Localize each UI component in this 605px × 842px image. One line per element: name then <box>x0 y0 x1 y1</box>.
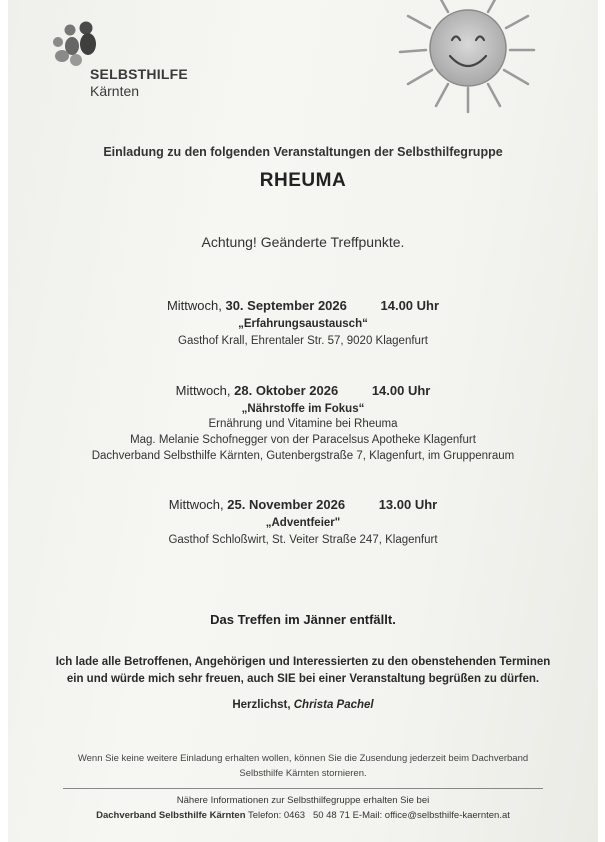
event-speaker: Mag. Melanie Schofnegger von der Paracelsus Apotheke Klagenfurt <box>130 434 476 446</box>
unsubscribe-note <box>8 751 598 781</box>
event-time: 14.00 Uhr <box>380 298 440 313</box>
invitation-intro: Einladung zu den folgenden Veranstaltungen der Selbsthilfegruppe <box>103 145 503 159</box>
event-topic: Ernährung und Vitamine bei Rheuma <box>208 418 398 430</box>
phone-label: Telefon: <box>247 810 282 821</box>
event-date: 30. September 2026 <box>225 298 347 313</box>
event-time: 14.00 Uhr <box>371 383 431 398</box>
greeting-text: Herzlichst, <box>232 699 291 711</box>
event-location: Dachverband Selbsthilfe Kärnten, Gutenbergstraße 7, Klagenfurt, im Gruppenraum <box>91 450 515 462</box>
event-location: Gasthof Krall, Ehrentaler Str. 57, 9020 Klagenfurt <box>178 335 428 347</box>
event-date: 25. November 2026 <box>227 497 346 512</box>
group-title: RHEUMA <box>259 170 347 191</box>
organization-logo <box>48 20 218 110</box>
event-date-row <box>8 383 598 398</box>
cancellation-notice: Das Treffen im Jänner entfällt. <box>210 612 396 627</box>
event-3 <box>8 497 598 546</box>
event-1 <box>8 298 598 347</box>
phone-number[interactable]: 0463 50 48 71 <box>283 810 350 821</box>
closing-greeting <box>8 699 598 711</box>
unsubscribe-line-1: Wenn Sie keine weitere Einladung erhalten wollen, können Sie die Zusendung jederzeit beim Dachverband <box>77 753 529 764</box>
email-label: E-Mail: <box>352 810 383 821</box>
email-address[interactable]: office@selbsthilfe-kaernten.at <box>384 810 510 821</box>
event-title: „Adventfeier" <box>265 517 341 529</box>
event-2 <box>8 383 598 462</box>
footer-info: Nähere Informationen zur Selbsthilfegruppe erhalten Sie bei <box>176 795 430 806</box>
unsubscribe-line-2: Selbsthilfe Kärnten stornieren. <box>239 768 367 779</box>
signature-name: Christa Pachel <box>293 699 374 711</box>
footer-divider <box>63 788 543 789</box>
event-title: „Erfahrungsaustausch“ <box>238 318 368 330</box>
event-title: „Nährstoffe im Fokus“ <box>241 403 365 415</box>
footer-contact <box>8 810 598 821</box>
invitation-page <box>8 0 598 842</box>
event-weekday: Mittwoch, <box>166 298 222 313</box>
footer-org: Dachverband Selbsthilfe Kärnten <box>96 810 246 821</box>
event-date: 28. Oktober 2026 <box>234 383 339 398</box>
event-date-row <box>8 497 598 512</box>
logo-text-secondary: Kärnten <box>90 83 140 99</box>
event-weekday: Mittwoch, <box>175 383 231 398</box>
event-date-row <box>8 298 598 313</box>
event-location: Gasthof Schloßwirt, St. Veiter Straße 247, Klagenfurt <box>168 534 438 546</box>
event-weekday: Mittwoch, <box>168 497 224 512</box>
logo-text-primary: SELBSTHILFE <box>90 66 188 82</box>
location-change-notice: Achtung! Geänderte Treffpunkte. <box>201 234 405 250</box>
appeal-line-1: Ich lade alle Betroffenen, Angehörigen und Interessierten zu den obenstehenden Terminen <box>55 656 551 668</box>
appeal-line-2: ein und würde mich sehr freuen, auch SIE bei einer Veranstaltung begrüßen zu dürfen. <box>66 673 540 685</box>
smiling-sun-icon <box>378 0 538 120</box>
event-time: 13.00 Uhr <box>378 497 438 512</box>
invitation-appeal <box>8 654 598 688</box>
